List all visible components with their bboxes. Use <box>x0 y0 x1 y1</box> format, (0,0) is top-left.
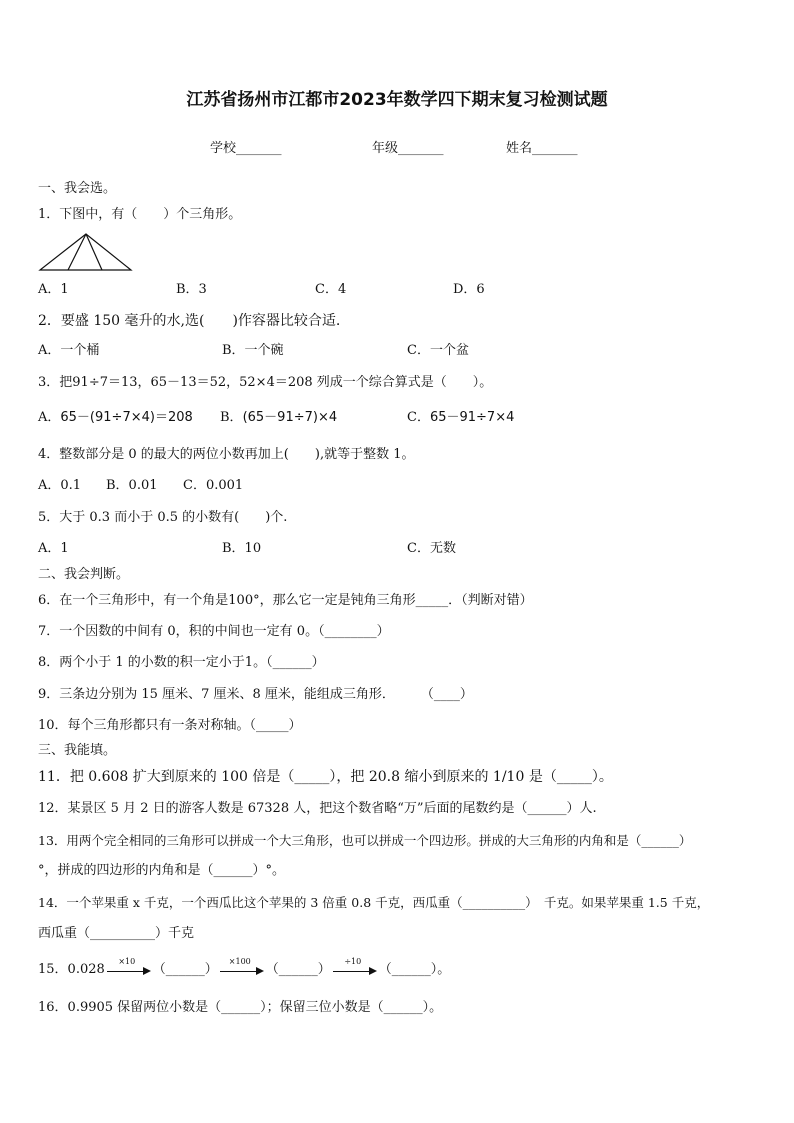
q4-option-c[interactable]: C．0.001 <box>183 478 244 493</box>
q4-option-b[interactable]: B．0.01 <box>106 478 158 493</box>
q15-start: 15．0.028 <box>38 962 105 977</box>
q3-option-b-expr: (65－91÷7)×4 <box>242 410 338 425</box>
question-4: 4．整数部分是 0 的最大的两位小数再加上( ),就等于整数 1。 <box>38 447 415 462</box>
q3-option-c-label: C． <box>407 410 430 425</box>
q1-option-d[interactable]: D．6 <box>453 282 485 297</box>
section-heading-2: 二、我会判断。 <box>38 567 130 582</box>
question-7: 7．一个因数的中间有 0，积的中间也一定有 0。（________） <box>38 624 390 639</box>
q1-option-c[interactable]: C．4 <box>315 282 347 297</box>
question-9: 9．三条边分别为 15 厘米、7 厘米、8 厘米，能组成三角形． （____） <box>38 687 473 702</box>
triangle-figure <box>38 232 134 272</box>
page-title: 江苏省扬州市江都市2023年数学四下期末复习检测试题 <box>186 90 608 110</box>
question-11: 11．把 0.608 扩大到原来的 100 倍是（_____），把 20.8 缩小到原来的 1/10 是（_____）。 <box>38 769 613 785</box>
question-2: 2．要盛 150 毫升的水,选( )作容器比较合适. <box>38 313 341 329</box>
q5-option-c[interactable]: C．无数 <box>407 541 456 556</box>
right-arrow-icon <box>107 956 151 977</box>
q4-option-a[interactable]: A．0.1 <box>38 478 82 493</box>
right-arrow-icon <box>333 956 377 977</box>
q15-blank-3[interactable]: （______）。 <box>378 962 451 977</box>
section-heading-1: 一、我会选。 <box>38 181 117 196</box>
question-14-line-1: 14．一个苹果重 x 千克，一个西瓜比这个苹果的 3 倍重 0.8 千克，西瓜重（__________） 千克。如果苹果重 1.5 千克， <box>38 895 710 910</box>
question-13-line-1: 13．用两个完全相同的三角形可以拼成一个大三角形，也可以拼成一个四边形。拼成的大三角形的内角和是（______） <box>38 833 692 848</box>
question-15 <box>38 956 451 978</box>
question-12: 12．某景区 5 月 2 日的游客人数是 67328 人，把这个数省略“万”后面的尾数约是（______）人. <box>38 801 597 816</box>
q2-option-a[interactable]: A．一个桶 <box>38 343 100 358</box>
q2-option-c[interactable]: C．一个盆 <box>407 343 469 358</box>
q3-option-a[interactable] <box>38 410 193 426</box>
question-3: 3．把91÷7＝13，65－13＝52，52×4＝208 列成一个综合算式是（ ）。 <box>38 375 493 390</box>
q3-option-b[interactable] <box>220 410 337 426</box>
q5-option-b[interactable]: B．10 <box>222 541 262 556</box>
question-16: 16．0.9905 保留两位小数是（______）；保留三位小数是（______）。 <box>38 1000 443 1015</box>
q15-blank-1[interactable]: （______） <box>152 962 218 977</box>
q5-option-a[interactable]: A．1 <box>38 541 69 556</box>
q3-option-a-label: A． <box>38 410 61 425</box>
question-13-line-2: °，拼成的四边形的内角和是（______）°。 <box>38 863 286 878</box>
grade-field[interactable]: 年级_______ <box>372 141 444 156</box>
q3-option-b-label: B． <box>220 410 243 425</box>
q3-option-c[interactable] <box>407 410 514 426</box>
question-5: 5．大于 0.3 而小于 0.5 的小数有( )个. <box>38 510 288 525</box>
q2-option-b[interactable]: B．一个碗 <box>222 343 284 358</box>
q3-option-a-expr: 65－(91÷7×4)＝208 <box>60 410 193 425</box>
q1-option-a[interactable]: A．1 <box>38 282 69 297</box>
q15-blank-2[interactable]: （______） <box>265 962 331 977</box>
right-arrow-icon <box>220 956 264 977</box>
name-field[interactable]: 姓名_______ <box>506 141 578 156</box>
question-6: 6．在一个三角形中，有一个角是100°，那么它一定是钝角三角形_____．（判断对错） <box>38 593 533 608</box>
question-8: 8．两个小于 1 的小数的积一定小于1。（______） <box>38 655 325 670</box>
q15-op3: ÷10 <box>344 956 362 966</box>
q15-op2: ×100 <box>228 956 251 966</box>
school-field[interactable]: 学校_______ <box>210 141 282 156</box>
q1-option-b[interactable]: B．3 <box>176 282 207 297</box>
section-heading-3: 三、我能填。 <box>38 743 117 758</box>
q15-op1: ×10 <box>118 956 136 966</box>
q3-option-c-expr: 65－91÷7×4 <box>429 410 515 425</box>
question-1: 1．下图中，有（ ）个三角形。 <box>38 207 242 222</box>
question-10: 10．每个三角形都只有一条对称轴。（_____） <box>38 718 302 733</box>
question-14-line-2: 西瓜重（__________）千克 <box>38 926 195 941</box>
